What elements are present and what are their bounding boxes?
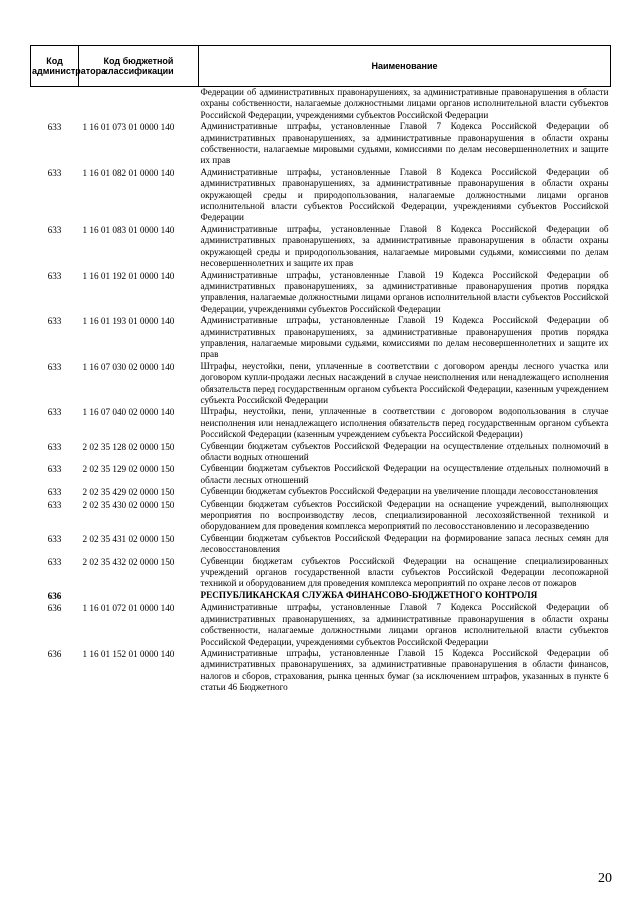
header-admin-code: Код администратора xyxy=(31,46,79,87)
name-cell: Субвенции бюджетам субъектов Российской Федерации на осуществление отдельных полномочий в области водных отношений xyxy=(200,440,609,462)
name-cell: Субвенции бюджетам субъектов Российской Федерации на формирование запаса лесных семян для лесовосстановления xyxy=(200,532,609,555)
admin-code-cell: 633 xyxy=(47,316,62,327)
admin-code-cell: 633 xyxy=(47,441,62,452)
budget-code-cell: 1 16 07 030 02 0000 140 xyxy=(82,361,175,372)
budget-code-cell xyxy=(79,87,199,122)
name-cell: Субвенции бюджетам субъектов Российской Федерации на оснащение специализированных учреждений органов государственной власти субъектов Российской Федерации лесопожарной техникой и оборудованием для проведения комплекса мероприятий по охране лесов от пожаров xyxy=(200,555,609,589)
budget-code-cell: 2 02 35 430 02 0000 150 xyxy=(82,499,175,510)
admin-code-cell: 633 xyxy=(47,556,62,567)
name-cell: РЕСПУБЛИКАНСКАЯ СЛУЖБА ФИНАНСОВО-БЮДЖЕТНОГО КОНТРОЛЯ xyxy=(200,589,538,600)
table-row xyxy=(31,87,611,122)
table-row xyxy=(31,648,611,694)
name-cell: Административные штрафы, установленные Главой 7 Кодекса Российской Федерации об административных правонарушениях, за административные правонарушения в области охраны собственности, налагаемые мировыми судьями, комиссиями по делам несовершеннолетних и защите их прав xyxy=(200,121,609,166)
budget-code-cell: 2 02 35 432 02 0000 150 xyxy=(82,556,175,567)
table-header-row xyxy=(31,46,611,87)
admin-code-cell: 633 xyxy=(47,361,62,372)
admin-code-cell xyxy=(31,87,79,122)
budget-code-cell: 2 02 35 128 02 0000 150 xyxy=(82,441,175,452)
admin-code-cell: 636 xyxy=(47,648,62,659)
name-cell: Субвенции бюджетам субъектов Российской Федерации на увеличение площади лесовосстановления xyxy=(200,486,598,497)
name-cell: Штрафы, неустойки, пени, уплаченные в соответствии с договором аренды лесного участка или договором купли-продажи лесных насаждений в случае неисполнения или ненадлежащего исполнения обязательств перед государственным органом субъекта Российской Федерации, казенным учреждением субъекта Российской Федерации xyxy=(200,360,609,405)
admin-code-cell: 633 xyxy=(47,407,62,418)
budget-code-cell: 2 02 35 129 02 0000 150 xyxy=(82,464,175,475)
header-budget-code: Код бюджетной классификации xyxy=(79,46,199,87)
table-body xyxy=(31,87,611,694)
table-row xyxy=(31,441,611,464)
admin-code-cell: 636 xyxy=(47,590,62,601)
name-cell: Административные штрафы, установленные Главой 19 Кодекса Российской Федерации об административных правонарушениях, за административные правонарушения против порядка управления, налагаемые мировыми судьями, комиссиями по делам несовершеннолетних и защите их прав xyxy=(200,315,609,360)
table-row xyxy=(31,499,611,533)
admin-code-cell: 633 xyxy=(47,167,62,178)
admin-code-cell: 633 xyxy=(47,464,62,475)
budget-code-cell: 2 02 35 429 02 0000 150 xyxy=(82,487,175,498)
page-number: 20 xyxy=(598,871,612,886)
name-cell: Штрафы, неустойки, пени, уплаченные в соответствии с договором водопользования в случае неисполнения или ненадлежащего исполнения обязательств перед государственным органом субъекта Российской Федерации (казенным учреждением субъекта Российской Федерации) xyxy=(200,406,609,440)
admin-code-cell: 636 xyxy=(47,603,62,614)
table-row xyxy=(31,602,611,648)
name-cell: Федерации об административных правонарушениях, за административные правонарушения в области охраны собственности, налагаемые должностными лицами органов исполнительной власти субъектов Российской Федерации, учреждениями субъектов Российской Федерации xyxy=(200,87,609,120)
admin-code-cell: 633 xyxy=(47,122,62,133)
table-row xyxy=(31,486,611,498)
revenue-codes-table xyxy=(30,45,611,694)
table-row xyxy=(31,590,611,602)
table-row xyxy=(31,315,611,361)
table-row xyxy=(31,167,611,224)
budget-code-cell: 1 16 01 152 01 0000 140 xyxy=(82,648,175,659)
name-cell: Административные штрафы, установленные Главой 15 Кодекса Российской Федерации об административных правонарушениях, за административные правонарушения в области финансов, налогов и сборов, страхования, рынка ценных бумаг (за исключением штрафов, указанных в пункте 6 статьи 46 Бюджетного xyxy=(200,647,609,693)
budget-code-cell: 2 02 35 431 02 0000 150 xyxy=(82,533,175,544)
table-row xyxy=(31,406,611,440)
document-page xyxy=(30,45,610,694)
table-row xyxy=(31,533,611,556)
table-row xyxy=(31,556,611,590)
header-name: Наименование xyxy=(199,46,611,87)
admin-code-cell: 633 xyxy=(47,487,62,498)
budget-code-cell: 1 16 01 072 01 0000 140 xyxy=(82,603,175,614)
name-cell: Административные штрафы, установленные Главой 19 Кодекса Российской Федерации об административных правонарушениях, за административные правонарушения против порядка управления, налагаемые должностными лицами органов исполнительной власти субъектов Российской Федерации, учреждениями субъектов Российской Федерации xyxy=(200,269,609,314)
admin-code-cell: 633 xyxy=(47,224,62,235)
table-row xyxy=(31,121,611,167)
name-cell: Административные штрафы, установленные Главой 7 Кодекса Российской Федерации об административных правонарушениях, за административные правонарушения в области охраны собственности, налагаемые должностными лицами органов исполнительной власти субъектов Российской Федерации, учреждениями субъектов Российской Федерации xyxy=(200,602,609,647)
table-row xyxy=(31,270,611,316)
admin-code-cell: 633 xyxy=(47,270,62,281)
table-row xyxy=(31,361,611,407)
name-cell: Административные штрафы, установленные Главой 8 Кодекса Российской Федерации об административных правонарушениях, за административные правонарушения в области охраны окружающей среды и природопользования, налагаемые должностными лицами органов исполнительной власти субъектов Российской Федерации, учреждениями субъектов Российской Федерации xyxy=(200,166,609,223)
budget-code-cell: 1 16 07 040 02 0000 140 xyxy=(82,407,175,418)
budget-code-cell: 1 16 01 192 01 0000 140 xyxy=(82,270,175,281)
table-row xyxy=(31,463,611,486)
budget-code-cell: 1 16 01 082 01 0000 140 xyxy=(82,167,175,178)
admin-code-cell: 633 xyxy=(47,533,62,544)
name-cell: Административные штрафы, установленные Главой 8 Кодекса Российской Федерации об административных правонарушениях, за административные правонарушения в области охраны окружающей среды и природопользования, налагаемые мировыми судьями, комиссиями по делам несовершеннолетних и защите их прав xyxy=(200,223,609,269)
name-cell: Субвенции бюджетам субъектов Российской Федерации на оснащение учреждений, выполняющих мероприятия по воспроизводству лесов, специализированной лесохозяйственной техникой и оборудованием для проведения комплекса мероприятий по лесовосстановлению и лесоразведению xyxy=(200,498,609,532)
admin-code-cell: 633 xyxy=(47,499,62,510)
budget-code-cell: 1 16 01 083 01 0000 140 xyxy=(82,224,175,235)
budget-code-cell: 1 16 01 193 01 0000 140 xyxy=(82,316,175,327)
budget-code-cell: 1 16 01 073 01 0000 140 xyxy=(82,122,175,133)
budget-code-cell xyxy=(79,590,199,602)
table-row xyxy=(31,224,611,270)
name-cell: Субвенции бюджетам субъектов Российской Федерации на осуществление отдельных полномочий в области лесных отношений xyxy=(200,463,609,485)
